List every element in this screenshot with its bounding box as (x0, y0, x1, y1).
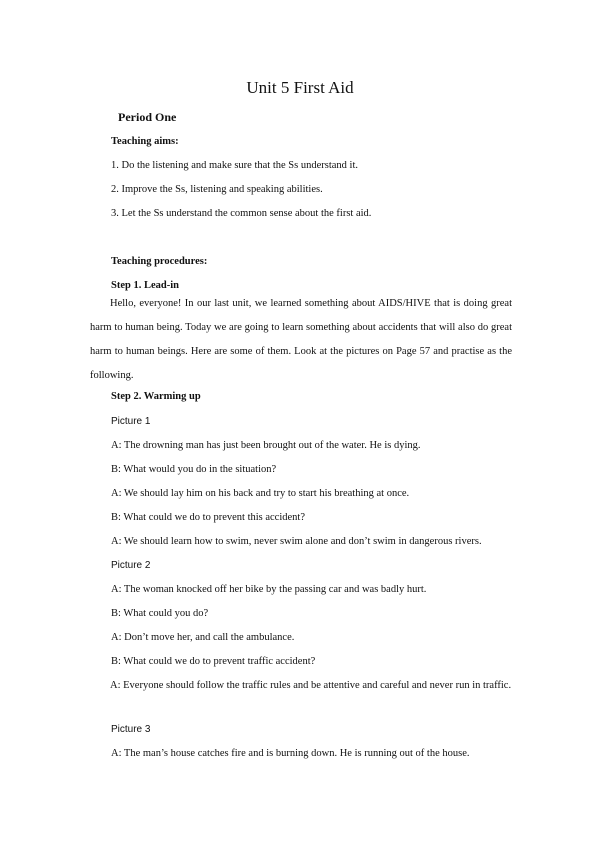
aim-item: 1. Do the listening and make sure that the Ss understand it. (111, 160, 358, 171)
picture2-label: Picture 2 (111, 560, 151, 571)
dialogue-line: B: What would you do in the situation? (111, 464, 277, 475)
aims-heading: Teaching aims: (111, 136, 179, 147)
dialogue-line: A: The woman knocked off her bike by the passing car and was badly hurt. (111, 584, 427, 595)
step1-paragraph: Hello, everyone! In our last unit, we learned something about AIDS/HIVE that is doing great harm to human being. Today we are going to learn something about accidents that will also do great harm to human beings. Here are some of them. Look at the pictures on Page 57 and practise as the following. (90, 298, 512, 381)
dialogue-line: B: What could we do to prevent traffic accident? (111, 656, 316, 667)
page-title: Unit 5 First Aid (246, 78, 354, 97)
dialogue-line: B: What could we do to prevent this accident? (111, 512, 305, 523)
aim-item: 3. Let the Ss understand the common sense about the first aid. (111, 208, 372, 219)
procedures-heading: Teaching procedures: (111, 256, 208, 267)
step2-heading: Step 2. Warming up (111, 391, 201, 402)
step1-heading: Step 1. Lead-in (111, 280, 179, 291)
dialogue-line: B: What could you do? (111, 608, 209, 619)
period-heading: Period One (118, 110, 177, 124)
dialogue-paragraph: A: Everyone should follow the traffic rules and be attentive and careful and never run in traffic. (110, 680, 512, 691)
dialogue-line: A: Don’t move her, and call the ambulance. (111, 632, 295, 643)
dialogue-line: A: The drowning man has just been brought out of the water. He is dying. (111, 440, 421, 451)
aim-item: 2. Improve the Ss, listening and speaking abilities. (111, 184, 323, 195)
picture3-label: Picture 3 (111, 724, 151, 735)
picture1-label: Picture 1 (111, 416, 151, 427)
dialogue-line: A: The man’s house catches fire and is burning down. He is running out of the house. (111, 748, 470, 759)
dialogue-line: A: We should lay him on his back and try to start his breathing at once. (111, 488, 410, 499)
dialogue-line: A: We should learn how to swim, never swim alone and don’t swim in dangerous rivers. (111, 536, 482, 547)
